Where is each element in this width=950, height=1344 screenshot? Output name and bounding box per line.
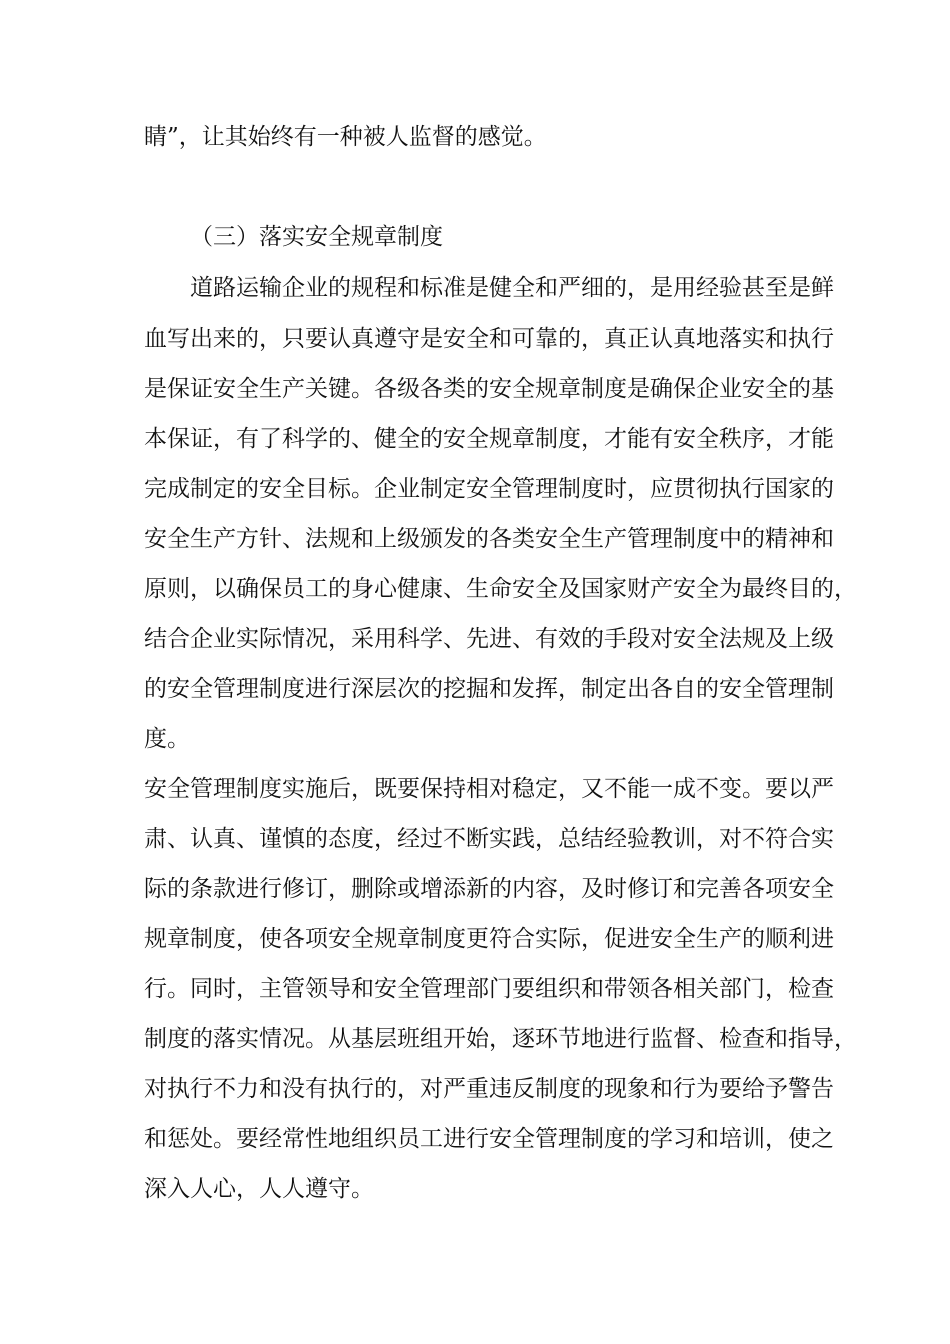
paragraph-line: 深入人心，人人遵守。 [144, 1176, 374, 1202]
paragraph-line: 完成制定的安全目标。企业制定安全管理制度时，应贯彻执行国家的 [144, 476, 834, 502]
paragraph-line: 原则，以确保员工的身心健康、生命安全及国家财产安全为最终目的， [144, 576, 857, 602]
paragraph-line: 规章制度，使各项安全规章制度更符合实际，促进安全生产的顺利进 [144, 926, 834, 952]
paragraph-line: 是保证安全生产关键。各级各类的安全规章制度是确保企业安全的基 [144, 376, 834, 402]
paragraph-line: 的安全管理制度进行深层次的挖掘和发挥，制定出各自的安全管理制 [144, 676, 834, 702]
paragraph-line: 和惩处。要经常性地组织员工进行安全管理制度的学习和培训，使之 [144, 1126, 834, 1152]
paragraph-line: 行。同时，主管领导和安全管理部门要组织和带领各相关部门，检查 [144, 976, 834, 1002]
intro-continuation-line: 睛”，让其始终有一种被人监督的感觉。 [144, 124, 547, 150]
paragraph-line: 安全生产方针、法规和上级颁发的各类安全生产管理制度中的精神和 [144, 526, 834, 552]
paragraph-line: 度。 [144, 726, 190, 752]
paragraph-line: 制度的落实情况。从基层班组开始，逐环节地进行监督、检查和指导， [144, 1026, 857, 1052]
paragraph-line: 安全管理制度实施后，既要保持相对稳定，又不能一成不变。要以严 [144, 776, 834, 802]
paragraph-line: 结合企业实际情况，采用科学、先进、有效的手段对安全法规及上级 [144, 626, 834, 652]
paragraph-line: 际的条款进行修订，删除或增添新的内容，及时修订和完善各项安全 [144, 876, 834, 902]
paragraph-line: 肃、认真、谨慎的态度，经过不断实践，总结经验教训，对不符合实 [144, 826, 834, 852]
paragraph-line: 血写出来的，只要认真遵守是安全和可靠的，真正认真地落实和执行 [144, 326, 834, 352]
paragraph-line: 本保证，有了科学的、健全的安全规章制度，才能有安全秩序，才能 [144, 426, 834, 452]
paragraph-line: 对执行不力和没有执行的，对严重违反制度的现象和行为要给予警告 [144, 1076, 834, 1102]
paragraph-line: 道路运输企业的规程和标准是健全和严细的，是用经验甚至是鲜 [190, 275, 834, 301]
section-heading: （三）落实安全规章制度 [190, 224, 443, 250]
